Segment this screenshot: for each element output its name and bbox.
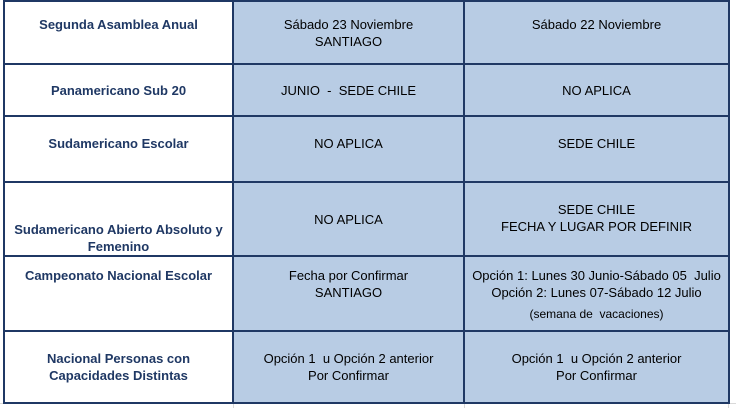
cell-text: SEDE CHILE bbox=[557, 202, 636, 217]
cell-text: NO APLICA bbox=[314, 211, 383, 227]
cell-text: Por Confirmar bbox=[308, 368, 389, 383]
cell-text: Opción 1: Lunes 30 Junio-Sábado 05 Julio bbox=[472, 268, 721, 283]
cell-text: Fecha por Confirmar bbox=[288, 268, 409, 283]
date-cell[interactable] bbox=[464, 116, 729, 182]
schedule-table bbox=[3, 0, 730, 404]
cell-text: Opción 1 u Opción 2 anterior bbox=[511, 351, 682, 366]
cell-text: Sábado 23 Noviembre bbox=[283, 17, 414, 32]
date-cell[interactable] bbox=[233, 182, 464, 256]
date-cell[interactable] bbox=[233, 116, 464, 182]
table-row bbox=[4, 64, 729, 116]
table-row bbox=[4, 331, 729, 403]
date-cell[interactable] bbox=[464, 331, 729, 403]
date-cell[interactable] bbox=[464, 64, 729, 116]
cell-text: JUNIO - SEDE CHILE bbox=[280, 82, 417, 98]
cell-text: FECHA Y LUGAR POR DEFINIR bbox=[501, 219, 692, 234]
cell-text: Por Confirmar bbox=[556, 368, 637, 383]
date-cell[interactable] bbox=[233, 64, 464, 116]
table-row bbox=[4, 1, 729, 64]
table-row bbox=[4, 116, 729, 182]
event-name: Capacidades Distintas bbox=[49, 368, 188, 383]
event-name: Femenino bbox=[87, 239, 150, 254]
event-name-cell[interactable] bbox=[4, 116, 233, 182]
date-cell[interactable] bbox=[464, 182, 729, 256]
event-name: Sudamericano Abierto Absoluto y bbox=[14, 222, 223, 237]
event-name: Panamericano Sub 20 bbox=[50, 82, 187, 98]
cell-text: SANTIAGO bbox=[314, 285, 383, 300]
date-cell[interactable] bbox=[464, 256, 729, 331]
date-cell[interactable] bbox=[233, 256, 464, 331]
cell-text: Opción 2: Lunes 07-Sábado 12 Julio bbox=[491, 285, 702, 300]
table-row bbox=[4, 182, 729, 256]
date-cell[interactable] bbox=[464, 1, 729, 64]
event-name: Sudamericano Escolar bbox=[48, 136, 189, 151]
cell-text: NO APLICA bbox=[562, 82, 631, 98]
event-name-cell[interactable] bbox=[4, 256, 233, 331]
cell-text: NO APLICA bbox=[314, 136, 383, 151]
event-name-cell[interactable] bbox=[4, 331, 233, 403]
event-name: Campeonato Nacional Escolar bbox=[24, 268, 213, 283]
cell-text: SANTIAGO bbox=[314, 34, 383, 49]
date-cell[interactable] bbox=[233, 1, 464, 64]
event-name: Segunda Asamblea Anual bbox=[39, 17, 198, 32]
date-cell[interactable] bbox=[233, 331, 464, 403]
event-name-cell[interactable] bbox=[4, 1, 233, 64]
table-row bbox=[4, 256, 729, 331]
cell-text: Opción 1 u Opción 2 anterior bbox=[263, 351, 434, 366]
cell-text: Sábado 22 Noviembre bbox=[531, 17, 662, 32]
event-name: Nacional Personas con bbox=[46, 351, 191, 366]
event-name-cell[interactable] bbox=[4, 182, 233, 256]
cell-note: (semana de vacaciones) bbox=[529, 307, 664, 321]
cell-text: SEDE CHILE bbox=[557, 136, 636, 151]
event-name-cell[interactable] bbox=[4, 64, 233, 116]
